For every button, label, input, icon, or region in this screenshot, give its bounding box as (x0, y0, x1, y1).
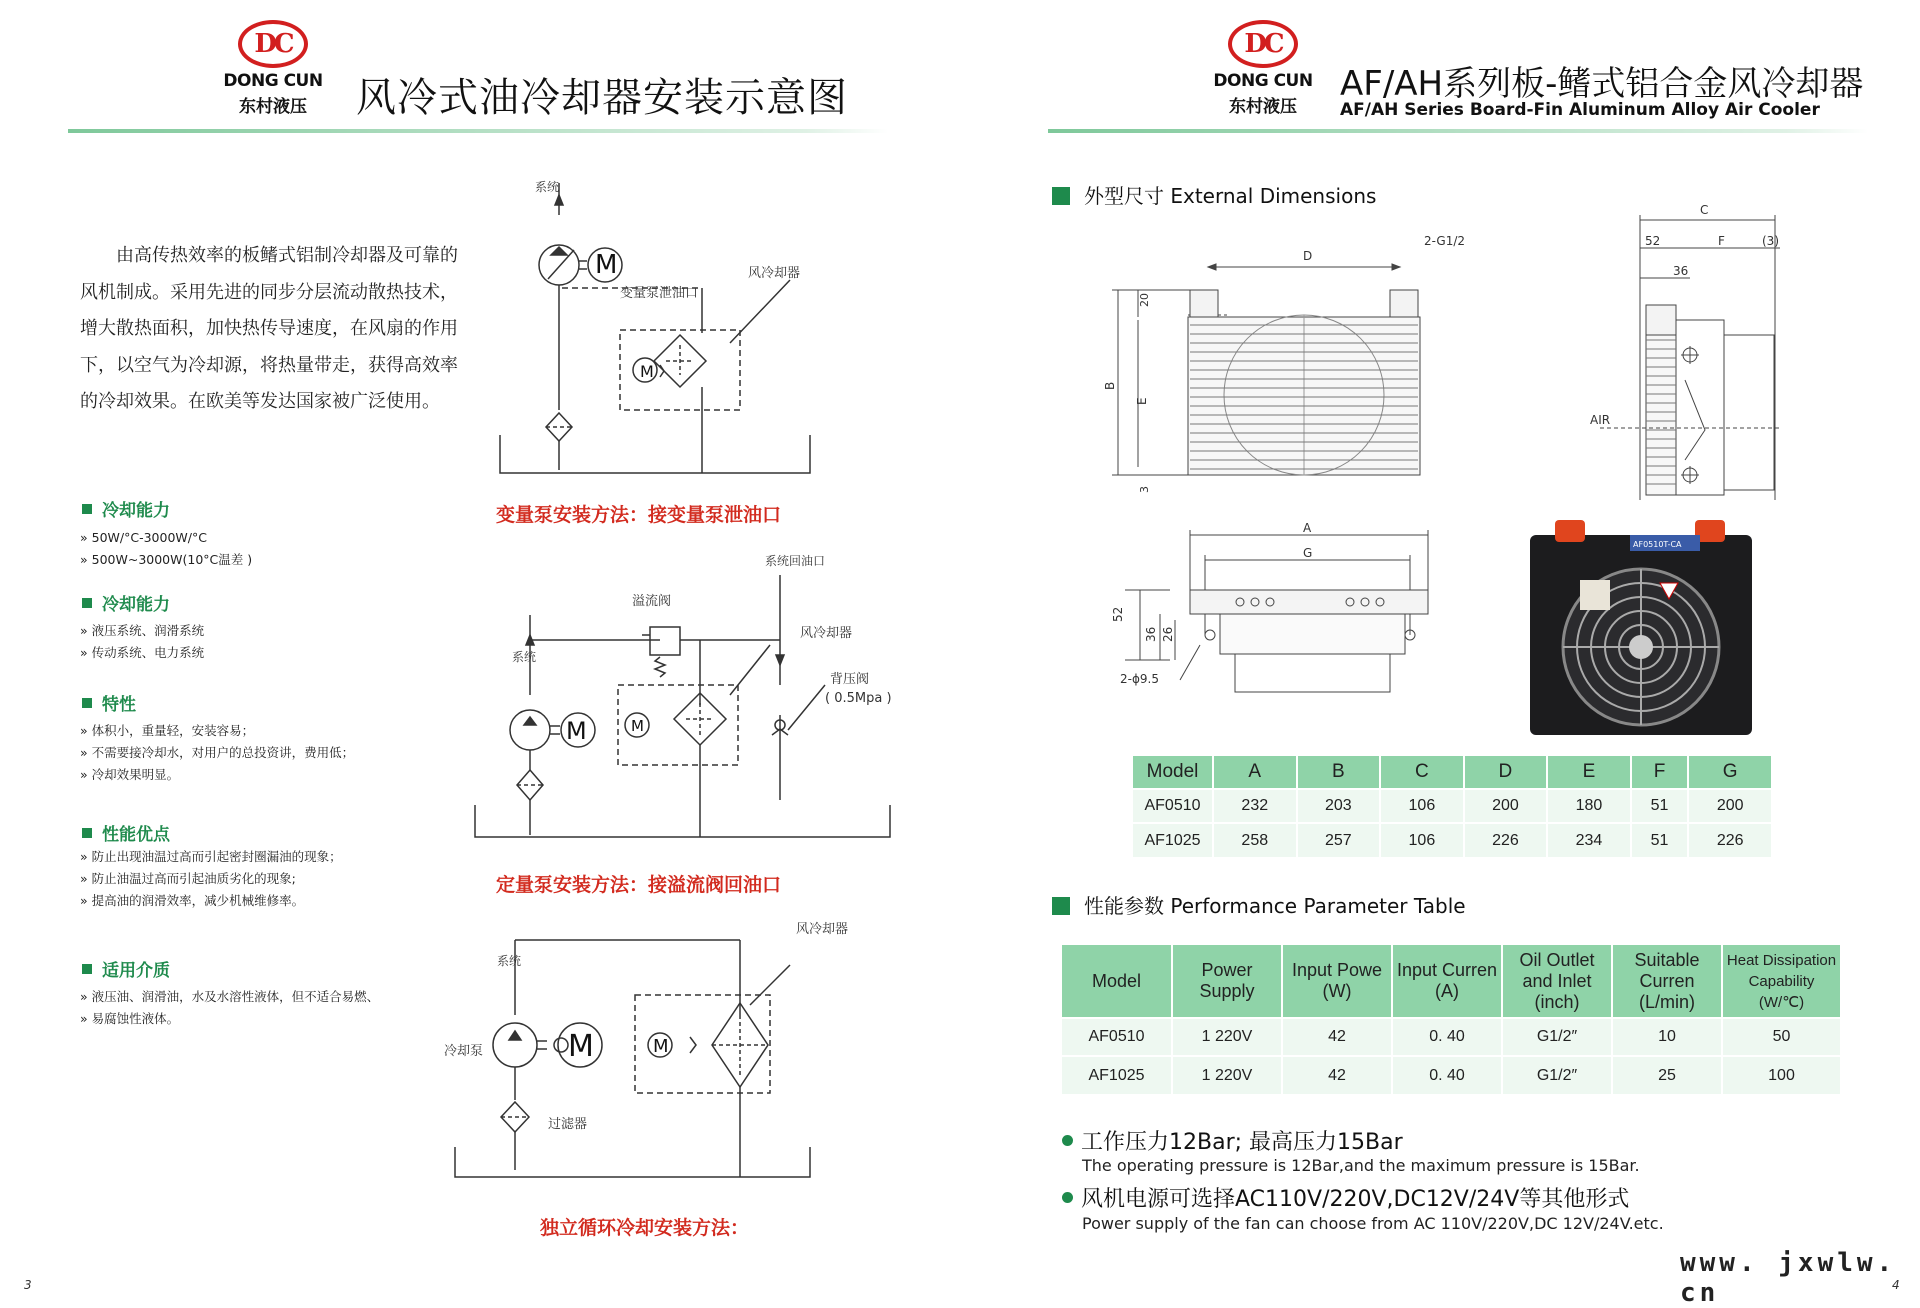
table-cell: 0. 40 (1392, 1018, 1502, 1056)
col-header: Input Powe (W) (1282, 945, 1392, 1018)
d2-cooler-label: 风冷却器 (800, 626, 853, 641)
list-item: » 防止出现油温过高而引起密封圈漏油的现象； (80, 846, 342, 868)
nameplate-text: AF0510T-CA (1633, 540, 1682, 549)
table-row (1062, 1018, 1841, 1056)
d1-system-label: 系统 (535, 180, 560, 194)
label-G: G (1303, 546, 1313, 560)
table-cell: 203 (1297, 789, 1381, 823)
table-cell: 42 (1282, 1018, 1392, 1056)
page-number-right: 4 (1892, 1278, 1900, 1292)
table-cell: 1 220V (1172, 1056, 1282, 1094)
diagram1-caption: 变量泵安装方法：接变量泵泄油口 (496, 504, 782, 526)
bullet-dot-icon (1062, 1192, 1073, 1203)
label-20: 20 (1138, 293, 1151, 307)
dimensions-table (1133, 756, 1773, 857)
table-cell: 50 (1722, 1018, 1841, 1056)
table-row (1062, 1056, 1841, 1094)
diagram2-caption: 定量泵安装方法：接溢流阀回油口 (496, 874, 782, 896)
d3-motor-M: M (568, 1029, 594, 1064)
table-cell: 200 (1688, 789, 1772, 823)
col-header: C (1380, 756, 1464, 789)
bullet-dot-icon (1062, 1135, 1073, 1146)
list-item: » 液压油、润滑油，水及水溶性液体，但不适合易燃、 (80, 986, 379, 1008)
label-E: E (1135, 397, 1149, 405)
table-cell: 42 (1282, 1056, 1392, 1094)
section-list-media (80, 986, 379, 1030)
label-air: AIR (1590, 413, 1611, 427)
table-cell: 10 (1612, 1018, 1722, 1056)
table-cell: G1/2″ (1502, 1056, 1612, 1094)
table-row (1133, 789, 1772, 823)
label-port: 2-G1/2 (1424, 234, 1466, 248)
diagram-variable-pump (490, 175, 820, 475)
d1-cooler-label: 风冷却器 (747, 266, 800, 281)
table-cell: 258 (1213, 823, 1297, 857)
drawing-bottom-view (1110, 520, 1440, 700)
list-item: » 传动系统、电力系统 (80, 642, 204, 664)
table-cell: 180 (1547, 789, 1631, 823)
table-cell: G1/2″ (1502, 1018, 1612, 1056)
performance-table (1062, 945, 1842, 1094)
table-header-row (1133, 756, 1772, 789)
table-cell: AF0510 (1062, 1018, 1172, 1056)
list-item: » 防止油温过高而引起油质劣化的现象; (80, 868, 342, 890)
list-item: » 易腐蚀性液体。 (80, 1008, 379, 1030)
section-head-features: 特性 (82, 690, 136, 715)
logo-cn: 东村液压 (1229, 97, 1297, 117)
table-row (1133, 823, 1772, 857)
logo-en: DONG CUN (1213, 71, 1313, 91)
page-title-left: 风冷式油冷却器安装示意图 (356, 75, 848, 121)
d3-system-label: 系统 (497, 954, 522, 968)
list-item: » 液压系统、润滑系统 (80, 620, 204, 642)
col-header: B (1297, 756, 1381, 789)
table-cell: 106 (1380, 823, 1464, 857)
section-head-dimensions: 外型尺寸 External Dimensions (1052, 180, 1376, 209)
col-header: Model (1133, 756, 1213, 789)
label-F: F (1718, 234, 1725, 248)
d1-drain-label: 变量泵泄油口 (620, 286, 699, 301)
drawing-front-view (1100, 225, 1466, 495)
table-cell: 100 (1722, 1056, 1841, 1094)
col-header: D (1464, 756, 1548, 789)
table-cell: 232 (1213, 789, 1297, 823)
note-pressure-cn: 工作压力12Bar; 最高压力15Bar (1062, 1125, 1403, 1156)
title-rule-right (1048, 129, 1868, 133)
table-cell: 25 (1612, 1056, 1722, 1094)
col-header: A (1213, 756, 1297, 789)
section-head-performance: 性能参数 Performance Parameter Table (1052, 890, 1466, 919)
label-C: C (1700, 203, 1709, 217)
drawing-side-view (1540, 200, 1830, 510)
note-pressure-en: The operating pressure is 12Bar,and the maximum pressure is 15Bar. (1082, 1156, 1640, 1175)
table-cell: 0. 40 (1392, 1056, 1502, 1094)
table-cell: 1 220V (1172, 1018, 1282, 1056)
d2-motor-M: M (566, 717, 587, 745)
list-item: » 体积小，重量轻，安装容易； (80, 720, 354, 742)
d2-system-label: 系统 (512, 650, 537, 664)
diagram3-caption: 独立循环冷却安装方法： (540, 1217, 750, 1239)
brand-logo-left (218, 20, 328, 117)
table-cell: 226 (1688, 823, 1772, 857)
logo-mark: DC (238, 20, 308, 68)
table-header-row (1062, 945, 1841, 1018)
d3-cooler-label: 风冷却器 (795, 922, 848, 937)
section-list-advantages (80, 846, 342, 912)
label-36: 36 (1673, 264, 1689, 278)
table-cell: 200 (1464, 789, 1548, 823)
col-header: Suitable Curren (L/min) (1612, 945, 1722, 1018)
intro-paragraph: 由高传热效率的板鳍式铝制冷却器及可靠的风机制成。采用先进的同步分层流动散热技术，增大散热面积，加快热传导速度，在风扇的作用下，以空气为冷却源，将热量带走，获得高效率的冷却效果。在欧美等发达国家被广泛使用。 (80, 245, 458, 412)
col-header: Power Supply (1172, 945, 1282, 1018)
col-header: Input Curren (A) (1392, 945, 1502, 1018)
table-cell: 226 (1464, 823, 1548, 857)
note-power-en: Power supply of the fan can choose from AC 110V/220V,DC 12V/24V.etc. (1082, 1214, 1664, 1233)
table-cell: 257 (1297, 823, 1381, 857)
label-b52: 52 (1111, 606, 1125, 622)
col-header: Model (1062, 945, 1172, 1018)
page-title-right-en: AF/AH Series Board-Fin Aluminum Alloy Air Cooler (1340, 100, 1820, 120)
col-header: Heat Dissipation Capability (W/℃) (1722, 945, 1841, 1018)
d3-filter-label: 过滤器 (548, 1117, 588, 1132)
label-3-paren: (3) (1762, 234, 1779, 248)
table-cell: 234 (1547, 823, 1631, 857)
d3-pump-label: 冷却泵 (444, 1044, 484, 1059)
col-header: Oil Outlet and Inlet (inch) (1502, 945, 1612, 1018)
label-A: A (1303, 521, 1312, 535)
table-cell: AF0510 (1133, 789, 1213, 823)
page-title-right-cn: AF/AH系列板-鳍式铝合金风冷却器 (1340, 64, 1864, 104)
logo-mark: DC (1228, 20, 1298, 68)
title-rule-left (68, 129, 888, 133)
table-cell: 106 (1380, 789, 1464, 823)
section-list-features (80, 720, 354, 786)
list-item: » 50W/°C-3000W/°C (80, 527, 252, 549)
logo-en: DONG CUN (223, 71, 323, 91)
d2-back-valve-label: 背压阀 (830, 672, 870, 687)
list-item: » 提高油的润滑效率，减少机械维修率。 (80, 890, 342, 912)
d2-return-label: 系统回油口 (765, 554, 826, 568)
label-b36: 36 (1144, 626, 1158, 642)
label-b26: 26 (1161, 626, 1175, 642)
section-head-media: 适用介质 (82, 956, 170, 981)
brand-logo-right (1208, 20, 1318, 117)
list-item: » 冷却效果明显。 (80, 764, 354, 786)
d3-fan-motor-M: M (653, 1036, 669, 1057)
diagram-fixed-pump (470, 545, 900, 845)
section-head-advantages: 性能优点 (82, 820, 170, 845)
product-photo (1520, 515, 1760, 740)
square-icon (1052, 897, 1070, 915)
d2-relief-label: 溢流阀 (632, 594, 672, 609)
label-B: B (1103, 381, 1117, 390)
logo-cn: 东村液压 (239, 97, 307, 117)
d2-fan-motor-M: M (631, 717, 644, 735)
diagram-independent-loop (440, 915, 848, 1185)
note-power-cn: 风机电源可选择AC110V/220V,DC12V/24V等其他形式 (1062, 1182, 1629, 1213)
section-head-cooling-2: 冷却能力 (82, 590, 170, 615)
square-icon (1052, 187, 1070, 205)
list-item: » 500W~3000W(10°C温差 ) (80, 549, 252, 571)
list-item: » 不需要接冷却水，对用户的总投资讲，费用低； (80, 742, 354, 764)
table-cell: 51 (1631, 789, 1689, 823)
table-cell: AF1025 (1062, 1056, 1172, 1094)
label-52: 52 (1645, 234, 1661, 248)
col-header: G (1688, 756, 1772, 789)
label-3: 3 (1138, 486, 1151, 493)
page-number-left: 3 (24, 1278, 32, 1292)
d2-back-valve-pressure: ( 0.5Mpa ) (825, 691, 892, 706)
table-cell: 51 (1631, 823, 1689, 857)
label-hole: 2-ϕ9.5 (1120, 672, 1159, 686)
d1-motor-M: M (595, 250, 618, 280)
table-cell: AF1025 (1133, 823, 1213, 857)
section-list-cooling-1 (80, 527, 252, 571)
col-header: E (1547, 756, 1631, 789)
col-header: F (1631, 756, 1689, 789)
section-head-cooling-1: 冷却能力 (82, 496, 170, 521)
d1-fan-motor-M: M (640, 362, 654, 381)
section-list-cooling-2 (80, 620, 204, 664)
label-D: D (1303, 249, 1313, 263)
website-url: www. jxwlw. cn (1680, 1248, 1897, 1308)
